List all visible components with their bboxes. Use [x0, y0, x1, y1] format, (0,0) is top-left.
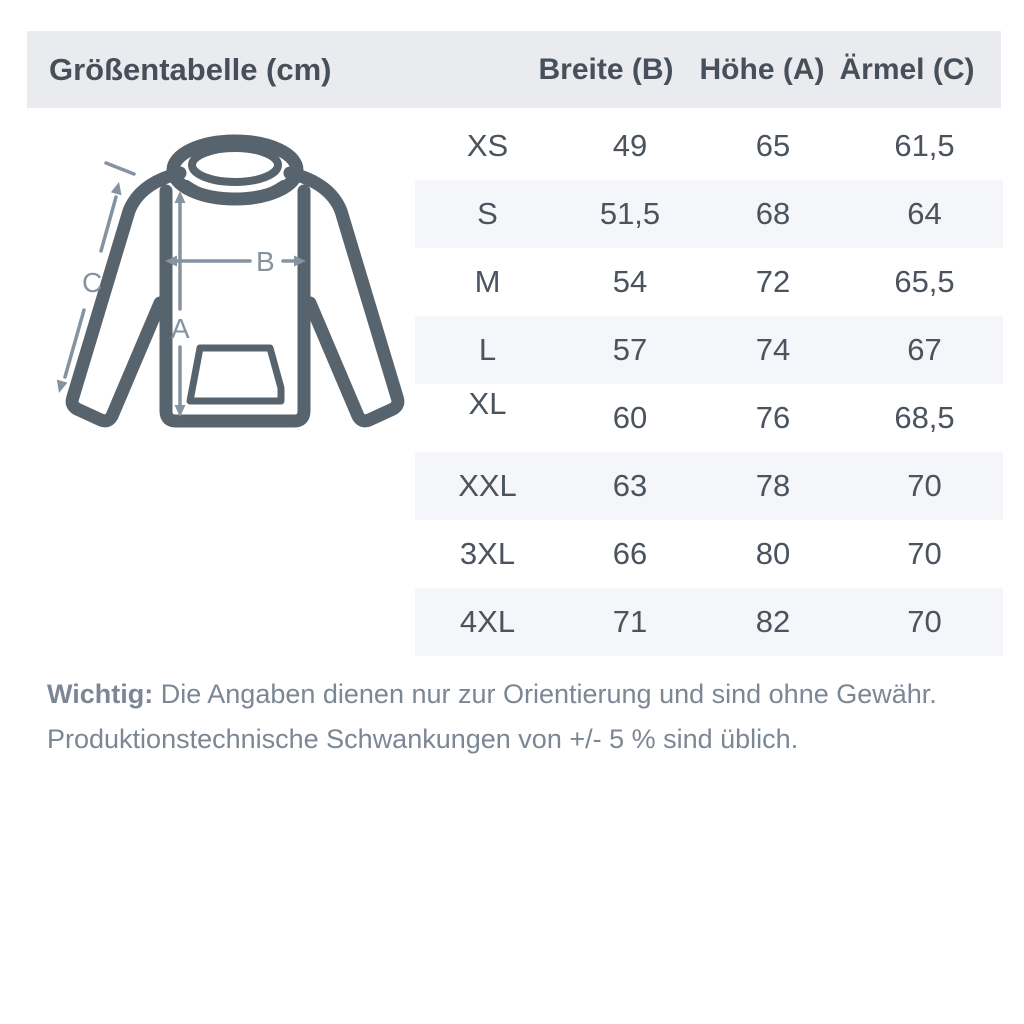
- page-title: Größentabelle (cm): [49, 51, 332, 87]
- cell-breite: 63: [612, 468, 648, 503]
- cell-size: XL: [468, 386, 507, 421]
- cell-hoehe: 68: [755, 196, 791, 231]
- cell-aermel: 70: [907, 604, 942, 639]
- cell-aermel: 68,5: [894, 400, 955, 435]
- measure-arrow-b: [165, 246, 306, 277]
- table-row: [415, 384, 1003, 452]
- cell-breite: 54: [612, 264, 648, 299]
- table-row: [415, 112, 1003, 180]
- cell-aermel: 70: [907, 468, 942, 503]
- table-row: [415, 452, 1003, 520]
- hoodie-pocket: [190, 348, 281, 401]
- cell-hoehe: 74: [755, 332, 791, 367]
- cell-size: 3XL: [459, 536, 516, 571]
- cell-hoehe: 65: [755, 128, 791, 163]
- cell-size: 4XL: [459, 604, 516, 639]
- cell-size: M: [474, 264, 501, 299]
- cell-size: L: [478, 332, 497, 367]
- measure-arrow-c: [57, 163, 134, 393]
- size-table-body: [415, 112, 1003, 656]
- column-header-aermel: Ärmel (C): [839, 52, 975, 86]
- footer-line-2: Produktionstechnische Schwankungen von +/- 5 % sind üblich.: [47, 724, 799, 754]
- measure-label-a: A: [171, 313, 191, 344]
- table-row: [415, 248, 1003, 316]
- cell-breite: 51,5: [599, 196, 661, 231]
- table-row: [415, 180, 1003, 248]
- footer-bold-prefix: Wichtig:: [47, 679, 154, 709]
- measure-label-c: C: [82, 267, 104, 298]
- cell-size: XXL: [458, 468, 517, 503]
- cell-breite: 49: [612, 128, 648, 163]
- cell-aermel: 67: [907, 332, 942, 367]
- cell-aermel: 65,5: [894, 264, 955, 299]
- table-row: [415, 588, 1003, 656]
- table-row: [415, 316, 1003, 384]
- cell-breite: 57: [612, 332, 648, 367]
- cell-hoehe: 80: [755, 536, 791, 571]
- measure-label-b: B: [256, 246, 276, 277]
- measure-arrow-a: [171, 191, 191, 417]
- cell-breite: 66: [612, 536, 648, 571]
- cell-aermel: 64: [907, 196, 942, 231]
- column-header-hoehe: Höhe (A): [699, 52, 825, 86]
- cell-aermel: 61,5: [894, 128, 955, 163]
- cell-hoehe: 78: [755, 468, 791, 503]
- hoodie-diagram: [40, 125, 410, 455]
- cell-hoehe: 72: [755, 264, 791, 299]
- cell-hoehe: 76: [755, 400, 791, 435]
- footer-note: [47, 672, 987, 762]
- cell-size: S: [477, 196, 498, 231]
- footer-line-1: [47, 672, 987, 717]
- cell-breite: 60: [612, 400, 648, 435]
- table-row: [415, 520, 1003, 588]
- footer-line-1-text: Die Angaben dienen nur zur Orientierung und sind ohne Gewähr.: [160, 679, 937, 709]
- cell-aermel: 70: [907, 536, 942, 571]
- cell-breite: 71: [612, 604, 648, 639]
- cell-size: XS: [466, 128, 509, 163]
- hoodie-hood-inner: [192, 148, 278, 182]
- cell-hoehe: 82: [755, 604, 791, 639]
- table-header: [27, 31, 1001, 108]
- column-header-breite: Breite (B): [538, 52, 674, 86]
